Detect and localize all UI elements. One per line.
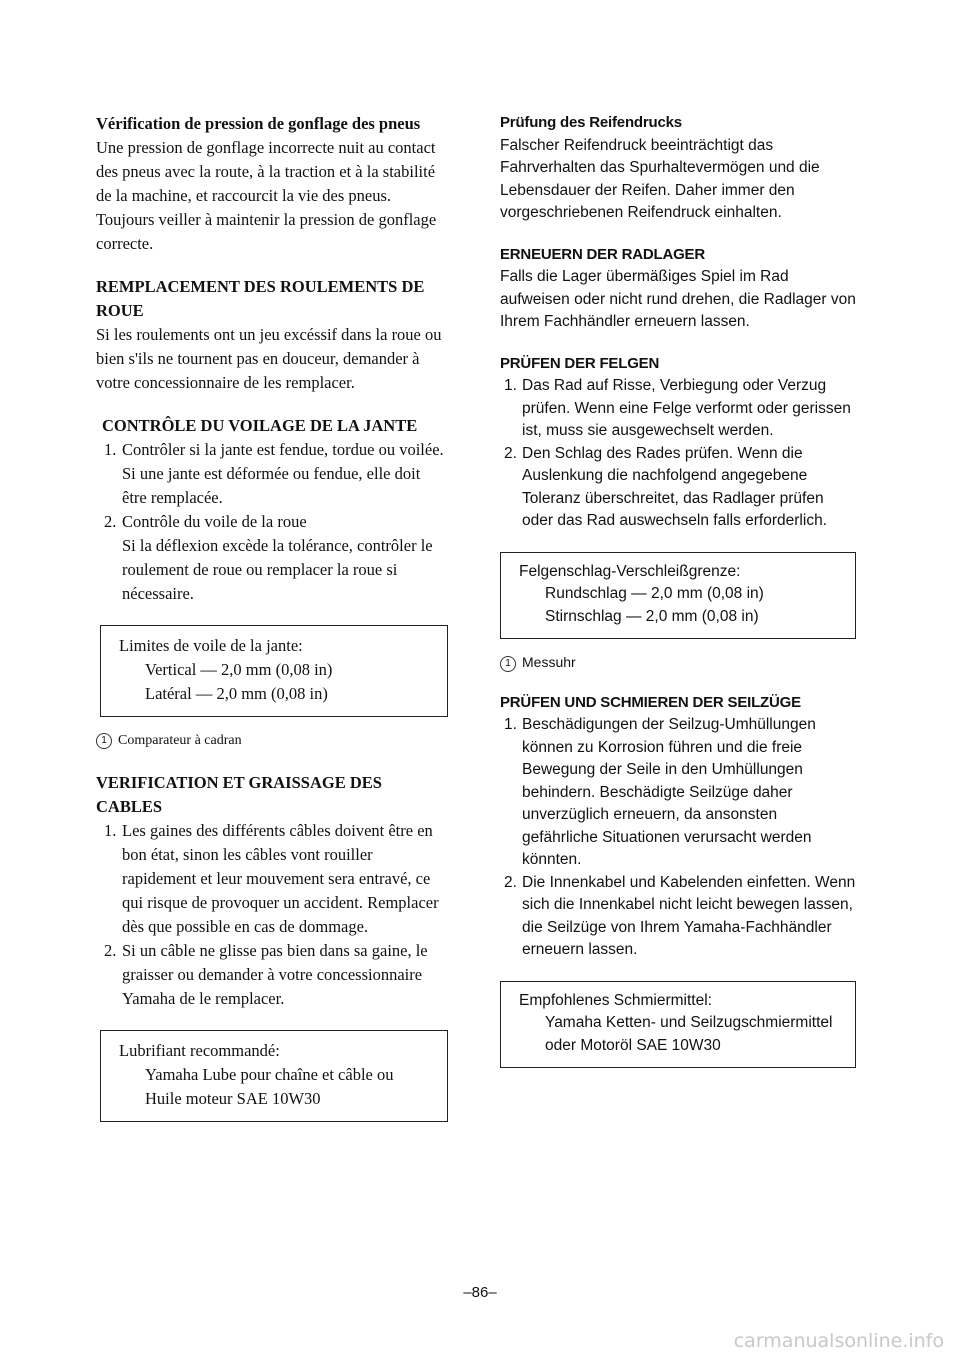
french-column bbox=[96, 112, 448, 1134]
de-cable-title: PRÜFEN UND SCHMIEREN DER SEILZÜGE bbox=[500, 693, 801, 711]
de-rim-limit-lateral: Stirnschlag — 2,0 mm (0,08 in) bbox=[545, 607, 759, 625]
de-callout bbox=[500, 651, 856, 674]
fr-wheel-bearing-section bbox=[96, 275, 448, 395]
de-rim-limit-title: Felgenschlag-Verschleißgrenze: bbox=[519, 562, 741, 580]
list-item: 2. Die Innenkabel und Kabelenden einfetten. Wenn sich die Innenkabel nicht leicht bewegen lassen, die Seilzüge von Ihrem Yamaha-Fachhändler erneuern lassen. bbox=[504, 873, 856, 958]
fr-lubricant-line1: Yamaha Lube pour chaîne et câble ou bbox=[145, 1065, 394, 1084]
fr-rim-check-section bbox=[96, 414, 448, 606]
fr-lubricant-box bbox=[100, 1030, 448, 1122]
list-item: 2. Si un câble ne glisse pas bien dans sa gaine, le graisser ou demander à votre concessionnaire Yamaha de le remplacer. bbox=[104, 941, 428, 1008]
fr-cable-list bbox=[96, 819, 448, 1011]
list-item: 1. Das Rad auf Risse, Verbiegung oder Verzug prüfen. Wenn eine Felge verformt oder gerissen ist, muss sie ausgewechselt werden. bbox=[504, 377, 851, 439]
de-tire-pressure-text: Falscher Reifendruck beeinträchtigt das Fahrverhalten das Spurhaltevermögen und die Lebensdauer der Reifen. Daher immer den vorgeschriebenen Reifendruck einhalten. bbox=[500, 136, 820, 221]
fr-callout-label: Comparateur à cadran bbox=[118, 733, 242, 748]
fr-callout bbox=[96, 729, 448, 753]
fr-wheel-bearing-text: Si les roulements ont un jeu excéssif dans la roue ou bien s'ils ne tournent pas en douceur, demander à votre concessionnaire de les remplacer. bbox=[96, 325, 442, 392]
fr-tire-pressure-title: Vérification de pression de gonflage des pneus bbox=[96, 114, 421, 133]
de-wheel-bearing-section bbox=[500, 244, 856, 334]
de-lubricant-line1: Yamaha Ketten- und Seilzugschmiermittel oder Motoröl SAE 10W30 bbox=[545, 1014, 833, 1054]
de-rim-check-list bbox=[500, 375, 856, 533]
fr-rim-limit-box bbox=[100, 625, 448, 717]
de-cable-section bbox=[500, 692, 856, 962]
de-callout-label: Messuhr bbox=[522, 654, 576, 670]
watermark: carmanualsonline.info bbox=[733, 1330, 944, 1352]
de-rim-limit-radial: Rundschlag — 2,0 mm (0,08 in) bbox=[545, 585, 764, 602]
fr-wheel-bearing-title: REMPLACEMENT DES ROULEMENTS DE ROUE bbox=[96, 277, 425, 320]
page-number: –86– bbox=[463, 1284, 497, 1301]
list-item: 1. Contrôler si la jante est fendue, tordue ou voilée. Si une jante est déformée ou fendue, elle doit être remplacée. bbox=[104, 440, 444, 507]
callout-number-icon: 1 bbox=[500, 656, 516, 672]
fr-rim-limit-lateral: Latéral — 2,0 mm (0,08 in) bbox=[145, 684, 328, 703]
fr-cable-title: VERIFICATION ET GRAISSAGE DES CABLES bbox=[96, 773, 382, 816]
callout-number-icon: 1 bbox=[96, 733, 112, 749]
german-column bbox=[500, 112, 856, 1080]
list-item: 1. Les gaines des différents câbles doivent être en bon état, sinon les câbles vont rouiller rapidement et leur mouvement sera entravé, ce qui risque de provoquer un accident. Remplacer dès que possible en cas de dommage. bbox=[104, 821, 439, 936]
fr-tire-pressure-text: Une pression de gonflage incorrecte nuit au contact des pneus avec la route, à la traction et à la stabilité de la machine, et raccourcit la vie des pneus. Toujours veiller à maintenir la pression de gonflage correcte. bbox=[96, 138, 437, 253]
de-wheel-bearing-title: ERNEUERN DER RADLAGER bbox=[500, 245, 705, 263]
de-rim-limit-box bbox=[500, 552, 856, 640]
fr-rim-check-title: CONTRÔLE DU VOILAGE DE LA JANTE bbox=[102, 416, 418, 435]
de-tire-pressure-section bbox=[500, 112, 856, 225]
list-item: 2. Contrôle du voile de la roue Si la déflexion excède la tolérance, contrôler le roulement de roue ou remplacer la roue si nécessaire. bbox=[104, 512, 433, 603]
de-rim-check-title: PRÜFEN DER FELGEN bbox=[500, 354, 660, 372]
de-tire-pressure-title: Prüfung des Reifendrucks bbox=[500, 114, 682, 131]
de-cable-list bbox=[500, 714, 856, 962]
fr-rim-check-list bbox=[96, 438, 448, 606]
fr-rim-limit-vertical: Vertical — 2,0 mm (0,08 in) bbox=[145, 660, 333, 679]
de-wheel-bearing-text: Falls die Lager übermäßiges Spiel im Rad aufweisen oder nicht rund drehen, die Radlager von Ihrem Fachhändler erneuern lassen. bbox=[500, 268, 856, 330]
de-lubricant-title: Empfohlenes Schmiermittel: bbox=[519, 991, 712, 1009]
fr-rim-limit-title: Limites de voile de la jante: bbox=[119, 636, 303, 655]
fr-tire-pressure-section bbox=[96, 112, 448, 256]
fr-lubricant-line2: Huile moteur SAE 10W30 bbox=[145, 1089, 321, 1108]
fr-cable-section bbox=[96, 771, 448, 1011]
de-lubricant-box bbox=[500, 981, 856, 1069]
fr-lubricant-title: Lubrifiant recommandé: bbox=[119, 1041, 280, 1060]
list-item: 2. Den Schlag des Rades prüfen. Wenn die Auslenkung die nachfolgend angegebene Toleranz überschreitet, das Radlager prüfen oder das Rad auswechseln falls erforderlich. bbox=[504, 444, 827, 529]
list-item: 1. Beschädigungen der Seilzug-Umhüllungen können zu Korrosion führen und die freie Bewegung der Seile in den Umhüllungen behindern. Beschädigte Seilzüge daher unverzüglich erneuern, da ansonsten gefährliche Situationen verursacht werden könnten. bbox=[504, 716, 816, 868]
de-rim-check-section bbox=[500, 353, 856, 533]
